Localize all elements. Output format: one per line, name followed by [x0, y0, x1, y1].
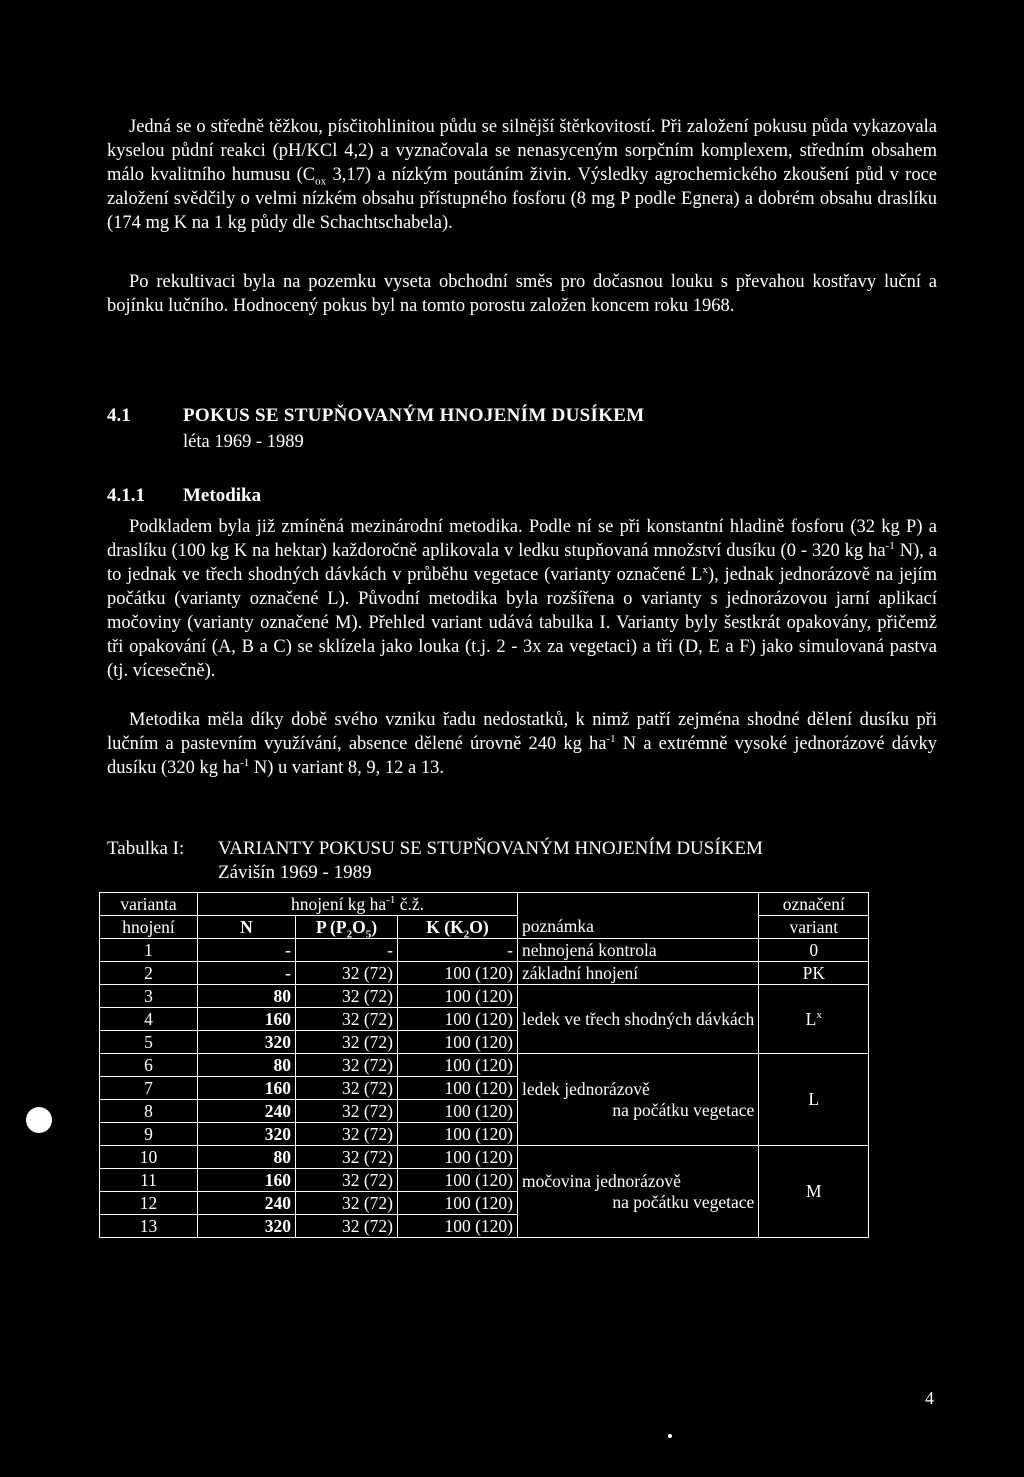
- cell-p: 32 (72): [296, 985, 398, 1008]
- subsection-number: 4.1.1: [107, 485, 145, 506]
- page-number: 4: [925, 1388, 934, 1408]
- cell-variant-number: 8: [100, 1100, 198, 1123]
- cell-variant-number: 5: [100, 1031, 198, 1054]
- cell-note: nehnojená kontrola: [518, 939, 759, 962]
- header-k: K $(K_2O)$: [398, 916, 518, 939]
- cell-k: 100 (120): [398, 1054, 518, 1077]
- cell-label: M: [759, 1146, 869, 1238]
- cell-note: ledek ve třech shodných dávkách: [518, 985, 759, 1054]
- cell-label: PK: [759, 962, 869, 985]
- cell-n: 80: [198, 1146, 296, 1169]
- note-line-1: močovina jednorázově: [522, 1170, 681, 1191]
- cell-k: 100 (120): [398, 1146, 518, 1169]
- header-oznaceni: označení: [759, 893, 869, 916]
- cell-n: 80: [198, 1054, 296, 1077]
- cell-label: $L^x$: [759, 985, 869, 1054]
- table-row: [100, 1054, 869, 1077]
- metodika-paragraph-2: Metodika měla díky době svého vzniku řadu nedostatků, k nimž patří zejména shodné dělení dusíku při lučním a pastevním využívání, absence dělené úrovně 240 kg $ha^{-1}$ N a extrémně vysoké jednorázové dávky dusíku (320 kg $ha^{-1}$ N) u variant 8, 9, 12 a 13.: [107, 710, 937, 778]
- table-body: [100, 939, 869, 1238]
- margin-dot: [26, 1107, 52, 1133]
- intro-paragraph-1: Jedná se o středně těžkou, písčitohlinitou půdu se silnější štěrkovitostí. Při založení pokusu půda vykazovala kyselou půdní reakci (pH/KCl 4,2) a vyznačovala se nenasyceným sorpčním komplexem, středním obsahem málo kvalitního humusu ($C_{ox}$ 3,17) a nízkým poutáním živin. Výsledky agrochemického zkoušení půd v roce založení svědčily o velmi nízkém obsahu přístupného fosforu (8 mg P podle Egnera) a dobrém obsahu draslíku (174 mg K na 1 kg půdy dle Schachtschabela).: [107, 117, 937, 233]
- cell-variant-number: 10: [100, 1146, 198, 1169]
- subsection-title: Metodika: [183, 485, 262, 506]
- cell-variant-number: 1: [100, 939, 198, 962]
- cell-variant-number: 13: [100, 1215, 198, 1238]
- speck: [668, 1434, 672, 1438]
- cell-n: -: [198, 962, 296, 985]
- note-line-2: na počátku vegetace: [612, 1099, 755, 1120]
- table-row: [100, 985, 869, 1008]
- cell-k: 100 (120): [398, 1192, 518, 1215]
- table-caption-label: Tabulka I:: [107, 838, 185, 859]
- cell-n: 160: [198, 1169, 296, 1192]
- metodika-paragraph-1: Podkladem byla již zmíněná mezinárodní metodika. Podle ní se při konstantní hladině fosforu (32 kg P) a draslíku (100 kg K na hektar) každoročně aplikovala v ledku stupňovaná množství dusíku (0 - 320 kg $ha^{-1}$ N), a to jednak ve třech shodných dávkách v průběhu vegetace (varianty označené $L^x$), jednak jednorázově na jejím počátku (varianty označené L). Původní metodika byla rozšířena o varianty s jednorázovou jarní aplikací močoviny (varianty označené M). Přehled variant udává tabulka I. Varianty byly šestkrát opakovány, přičemž tři opakování (A, B a C) se sklízela jako louka (t.j. 2 - 3x za vegetaci) a tři (D, E a F) jako simulovaná pastva (tj. vícesečně).: [107, 517, 938, 681]
- cell-variant-number: 11: [100, 1169, 198, 1192]
- intro-paragraph-2: Po rekultivaci byla na pozemku vyseta obchodní směs pro dočasnou louku s převahou kostřavy luční a bojínku lučního. Hodnocený pokus byl na tomto porostu založen koncem roku 1968.: [107, 272, 937, 316]
- section-title: POKUS SE STUPŇOVANÝM HNOJENÍM DUSÍKEM: [183, 405, 645, 426]
- table-row: [100, 1146, 869, 1169]
- cell-p: -: [296, 939, 398, 962]
- cell-k: 100 (120): [398, 1123, 518, 1146]
- cell-n: 160: [198, 1077, 296, 1100]
- cell-p: 32 (72): [296, 1008, 398, 1031]
- cell-note: [518, 1054, 759, 1146]
- cell-n: 240: [198, 1192, 296, 1215]
- cell-k: 100 (120): [398, 1100, 518, 1123]
- cell-p: 32 (72): [296, 1031, 398, 1054]
- section-years: léta 1969 - 1989: [183, 432, 304, 452]
- header-hnojeni: hnojení: [100, 916, 198, 939]
- cell-label: 0: [759, 939, 869, 962]
- cell-variant-number: 4: [100, 1008, 198, 1031]
- cell-k: 100 (120): [398, 1008, 518, 1031]
- cell-label: L: [759, 1054, 869, 1146]
- cell-p: 32 (72): [296, 1123, 398, 1146]
- cell-n: 240: [198, 1100, 296, 1123]
- cell-n: 320: [198, 1123, 296, 1146]
- cell-k: 100 (120): [398, 1169, 518, 1192]
- cell-p: 32 (72): [296, 1054, 398, 1077]
- header-p: P $(P_2O_5)$: [296, 916, 398, 939]
- cell-p: 32 (72): [296, 1169, 398, 1192]
- cell-variant-number: 9: [100, 1123, 198, 1146]
- cell-n: 80: [198, 985, 296, 1008]
- cell-variant-number: 12: [100, 1192, 198, 1215]
- table-header-row-2: [100, 916, 869, 939]
- note-line-2: na počátku vegetace: [612, 1191, 755, 1212]
- note-line-1: ledek jednorázově: [522, 1078, 650, 1099]
- table-row: [100, 939, 869, 962]
- cell-p: 32 (72): [296, 1100, 398, 1123]
- table-caption-title: VARIANTY POKUSU SE STUPŇOVANÝM HNOJENÍM DUSÍKEM: [218, 838, 763, 859]
- cell-variant-number: 3: [100, 985, 198, 1008]
- cell-n: -: [198, 939, 296, 962]
- cell-variant-number: 2: [100, 962, 198, 985]
- cell-n: 320: [198, 1031, 296, 1054]
- cell-variant-number: 7: [100, 1077, 198, 1100]
- cell-k: 100 (120): [398, 985, 518, 1008]
- table-caption-subtitle: Závišín 1969 - 1989: [218, 862, 372, 883]
- cell-variant-number: 6: [100, 1054, 198, 1077]
- cell-k: 100 (120): [398, 962, 518, 985]
- table-header-row-1: [100, 893, 869, 916]
- cell-k: -: [398, 939, 518, 962]
- table-row: [100, 962, 869, 985]
- cell-p: 32 (72): [296, 962, 398, 985]
- cell-p: 32 (72): [296, 1077, 398, 1100]
- cell-p: 32 (72): [296, 1215, 398, 1238]
- cell-p: 32 (72): [296, 1146, 398, 1169]
- cell-k: 100 (120): [398, 1077, 518, 1100]
- header-poznamka: poznámka: [518, 916, 759, 939]
- cell-p: 32 (72): [296, 1192, 398, 1215]
- cell-k: 100 (120): [398, 1031, 518, 1054]
- header-variant: variant: [759, 916, 869, 939]
- header-n: N: [198, 916, 296, 939]
- cell-note: [518, 1146, 759, 1238]
- variants-table: [99, 892, 869, 1238]
- cell-note: základní hnojení: [518, 962, 759, 985]
- cell-k: 100 (120): [398, 1215, 518, 1238]
- cell-n: 320: [198, 1215, 296, 1238]
- header-varianta: varianta: [100, 893, 198, 916]
- cell-n: 160: [198, 1008, 296, 1031]
- header-blank: [518, 893, 759, 916]
- header-fertilization-group: hnojení kg $ha^{-1}$ č.ž.: [198, 893, 518, 916]
- section-number: 4.1: [107, 405, 131, 426]
